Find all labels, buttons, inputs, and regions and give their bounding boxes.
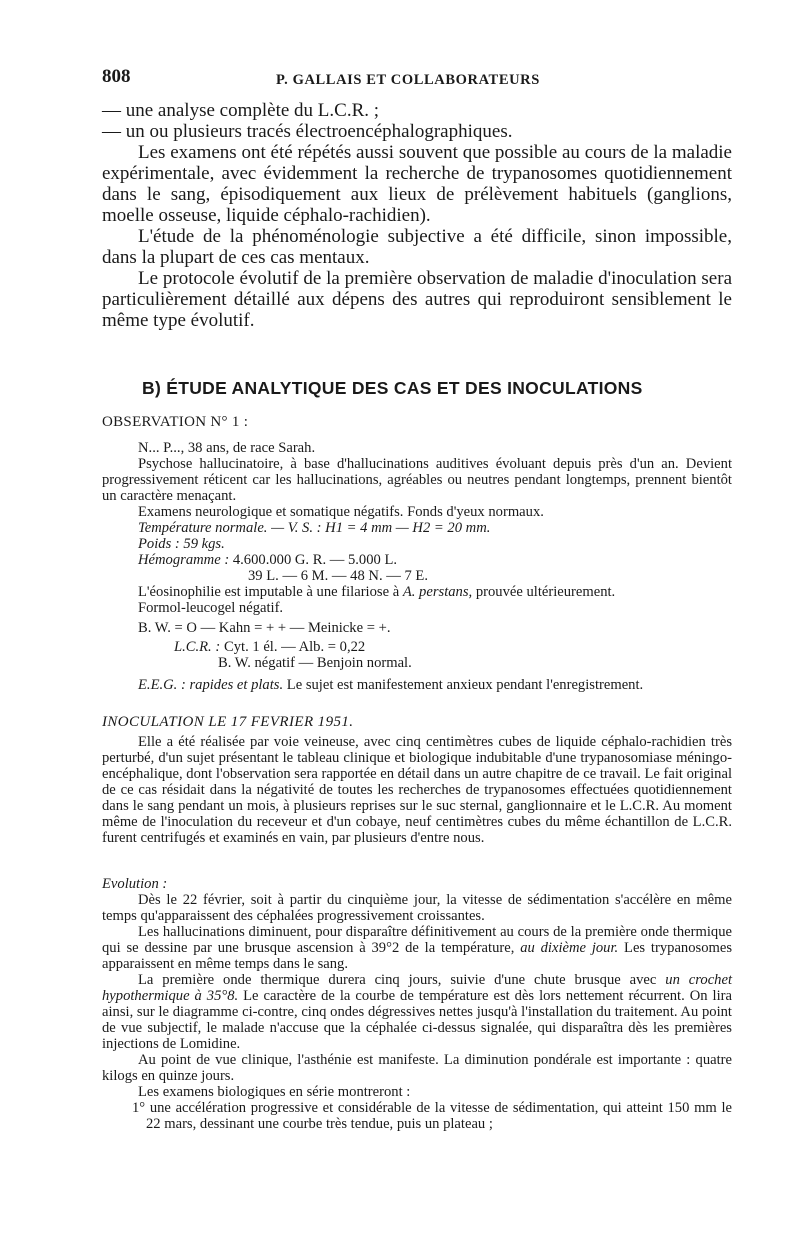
eeg-line [102,677,732,693]
obs-line: Formol-leucogel négatif. [138,600,284,616]
numbered-item: 1° une accélération progressive et considérable de la vitesse de sédimentation, qui atteint 150 mm le 22 mars, dessinant une courbe très tendue, puis un plateau ; [132,1100,732,1132]
paragraph [102,924,732,972]
inoculation-body [102,734,732,846]
obs-line: N... P..., 38 ans, de race Sarah. [138,440,316,456]
paragraph: Dès le 22 février, soit à partir du cinquième jour, la vitesse de sédimentation s'accélère en même temps qu'apparaissent des céphalées progressivement croissantes. [102,892,732,924]
observation-body [102,440,732,693]
text-run: Les trypanosomes apparaissent en même temps dans le sang. [102,940,732,972]
emphasis: au dixième jour. [520,940,619,956]
paragraph: Les examens ont été répétés aussi souvent que possible au cours de la maladie expérimentale, avec évidemment la recherche de trypanosomes quotidiennement dans le sang, épisodiquement aux lieux de prélèvement habituels (ganglions, moelle osseuse, liquide céphalo-rachidien). [102,142,732,226]
obs-line: Poids : 59 kgs. [138,536,225,552]
text-run: Le sujet est manifestement anxieux pendant l'enregistrement. [283,677,644,693]
species-name: A. perstans, [402,584,473,600]
obs-line: Psychose hallucinatoire, à base d'hallucinations auditives évoluant depuis près d'un an. Devient progressivement réticent car les hallucinations, agréables ou neutres pendant longtemps, prennent bientôt un caractère menaçant. [102,456,732,504]
obs-line: B. W. = O — Kahn = + + — Meinicke = +. [138,620,391,636]
emphasis: un crochet hypothermique à 35°8. [102,972,732,1004]
observation-title: OBSERVATION N° 1 : [102,414,249,430]
obs-line: Examens neurologique et somatique négatifs. Fonds d'yeux normaux. [138,504,544,520]
page-number: 808 [102,66,131,87]
page-header [102,66,730,96]
text-run: La première onde thermique durera cinq jours, suivie d'une chute brusque avec [138,972,666,988]
lcr-line [102,639,732,655]
hemogram-formula: 39 L. — 6 M. — 48 N. — 7 E. [248,568,428,584]
hemogram [102,552,732,568]
eeg-result: E.E.G. : rapides et plats. [138,677,284,693]
text-run: Le caractère de la courbe de température est dès lors nettement récurrent. On lira ainsi, sur le diagramme ci-contre, cinq ondes dégressives nettes jusqu'à l'installation du traitement. Au point de vue subjectif, le malade n'accuse que la céphalée ci-dessus signalée, qui disparaîtra dès les premières injections de Lomidine. [102,988,732,1052]
running-title: P. GALLAIS ET COLLABORATEURS [276,72,540,88]
dash-item: — un ou plusieurs tracés électroencéphalographiques. [102,121,513,142]
lcr-line: B. W. négatif — Benjoin normal. [218,655,412,671]
section-title: B) ÉTUDE ANALYTIQUE DES CAS ET DES INOCULATIONS [142,378,643,398]
paragraph: L'étude de la phénoménologie subjective a été difficile, sinon impossible, dans la plupart de ces cas mentaux. [102,226,732,268]
dash-item: — une analyse complète du L.C.R. ; [102,100,380,121]
obs-line: Température normale. — V. S. : H1 = 4 mm — H2 = 20 mm. [138,520,491,536]
inoculation-title: INOCULATION LE 17 FEVRIER 1951. [102,714,354,730]
hemogram-label: Hémogramme : [138,552,230,568]
paragraph [102,972,732,1052]
text-run: Les hallucinations diminuent, pour disparaître définitivement au cours de la première onde thermique qui se dessine par une brusque ascension à 39°2 de la température, [102,924,732,956]
text-run: L'éosinophilie est imputable à une filariose à [138,584,403,600]
lcr-label: L.C.R. : [174,639,221,655]
text-run: prouvée ultérieurement. [472,584,616,600]
evolution-title: Evolution : [102,876,168,892]
paragraph: Le protocole évolutif de la première observation de maladie d'inoculation sera particulièrement détaillé aux dépens des autres qui reproduiront sensiblement le même type évolutif. [102,268,732,331]
paragraph: Elle a été réalisée par voie veineuse, avec cinq centimètres cubes de liquide céphalo-rachidien très perturbé, d'un sujet présentant le tableau clinique et biologique indubitable d'une trypanosomiase méningo-encéphalique, dont l'observation sera rapportée en détail dans un autre chapitre de ce travail. Le fait original de ce cas résidait dans la négativité de toutes les recherches de trypanosomes effectuées quotidiennement dans le sang pendant un mois, à plusieurs reprises sur le suc sternal, ganglionnaire et le L.C.R. Au moment même de l'inoculation du receveur et d'un cobaye, neuf centimètres cubes du même échantillon de L.C.R. furent centrifugés et examinés en vain, par plusieurs d'entre nous. [102,734,732,846]
intro-text [102,100,732,331]
paragraph: Au point de vue clinique, l'asthénie est manifeste. La diminution pondérale est importante : quatre kilogs en quinze jours. [102,1052,732,1084]
obs-line [102,584,732,600]
paragraph: Les examens biologiques en série montreront : [138,1084,411,1100]
evolution-body [102,892,732,1132]
lcr-value: Cyt. 1 él. — Alb. = 0,22 [224,639,366,655]
hemogram-value: 4.600.000 G. R. — 5.000 L. [232,552,398,568]
